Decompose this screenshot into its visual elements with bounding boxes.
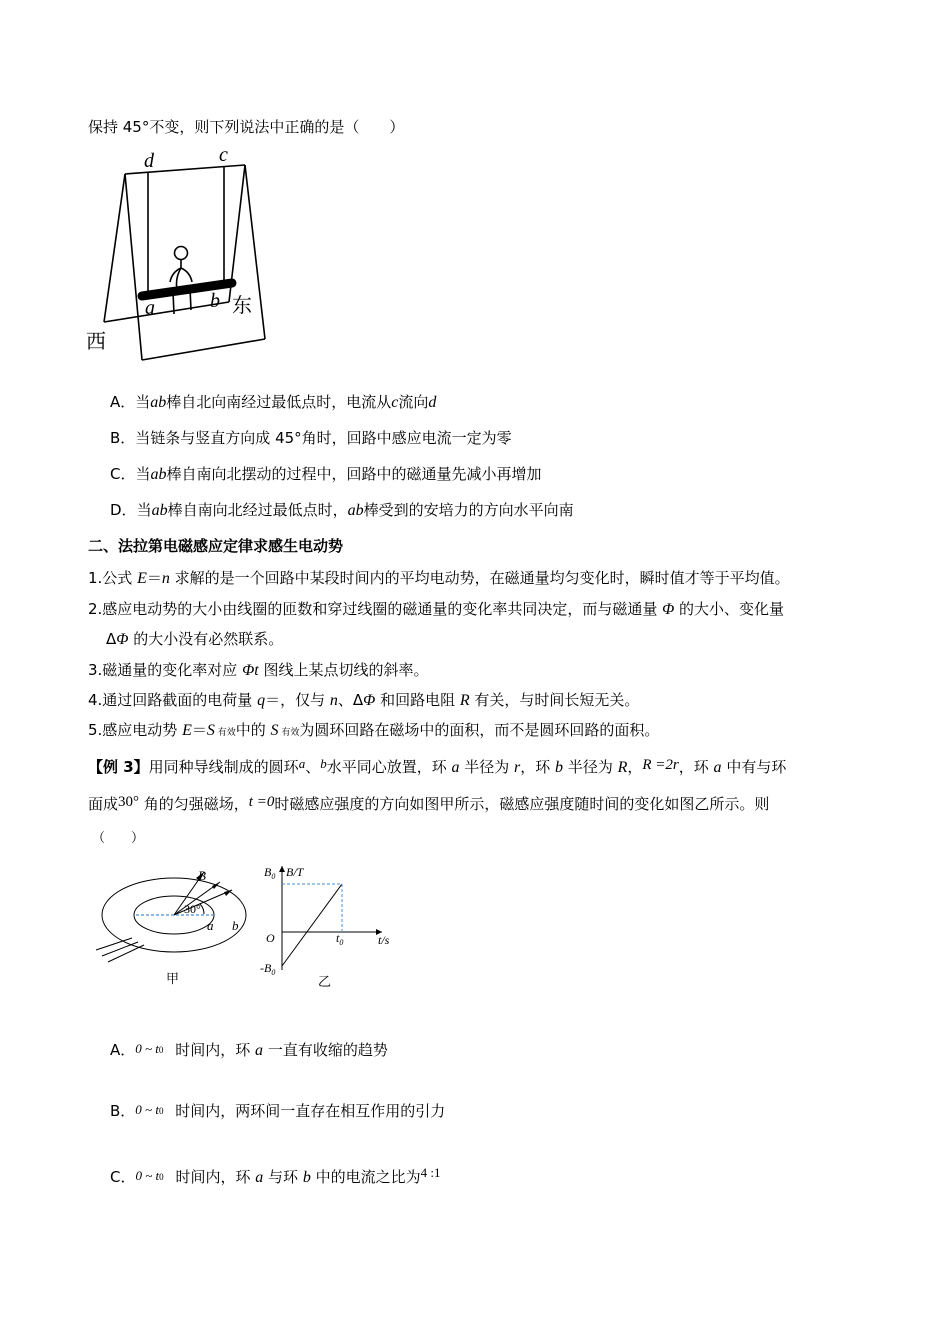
- svg-text:B/T: B/T: [286, 865, 304, 879]
- svg-text:t0: $t_0$: [336, 931, 344, 947]
- point-2-line-1: 2.感应电动势的大小由线圈的匝数和穿过线圈的磁通量的变化率共同决定，而与磁通量 Φ 的大小、变化量: [88, 600, 785, 618]
- option-c: C．当ab棒自南向北摆动的过程中，回路中的磁通量先减小再增加: [110, 465, 542, 483]
- section-title: 二、法拉第电磁感应定律求感生电动势: [88, 537, 344, 555]
- svg-text:O: O: [266, 931, 275, 945]
- svg-text:b: b: [232, 918, 239, 933]
- option-a: A．当ab棒自北向南经过最低点时，电流从c流向d: [110, 393, 437, 411]
- example-3-line-1: 【例 3】用同种导线制成的圆环a、b水平同心放置，环 a 半径为 r，环 b 半径为 R，R =2r，环 a 中有与环: [88, 756, 787, 776]
- label-d: d: [144, 150, 154, 172]
- point-1: 1.公式 E＝n 求解的是一个回路中某段时间内的平均电动势，在磁通量均匀变化时，瞬时值才等于平均值。: [88, 569, 790, 587]
- example-3-line-2: 面成30° 角的匀强磁场，t =0时磁感应强度的方向如图甲所示，磁感应强度随时间的变化如图乙所示。则: [88, 794, 770, 813]
- bt-graph: [256, 858, 406, 994]
- label-c: c: [219, 144, 228, 166]
- svg-text:B: B: [198, 868, 206, 883]
- svg-text:a: a: [207, 918, 214, 933]
- caption-yi: 乙: [318, 974, 332, 989]
- swing-figure: [82, 142, 282, 364]
- svg-text:-B0: $-B_0$: [260, 961, 276, 977]
- label-b: b: [210, 290, 220, 312]
- question-intro: 保持 45°不变，则下列说法中正确的是（ ）: [88, 118, 405, 136]
- point-5: 5.感应电动势 E＝S 有效中的 S 有效为圆环回路在磁场中的面积，而不是圆环回路的面积。: [88, 721, 660, 739]
- option-d: D．当ab棒自南向北经过最低点时，ab棒受到的安培力的方向水平向南: [110, 501, 574, 519]
- label-a: a: [145, 297, 155, 319]
- label-west: 西: [86, 331, 106, 353]
- point-4: 4.通过回路截面的电荷量 q＝，仅与 n、ΔΦ 和回路电阻 R 有关，与时间长短无关。: [88, 691, 640, 709]
- caption-jia: 甲: [166, 971, 180, 986]
- label-east: 东: [232, 295, 252, 317]
- ring-figure: [86, 862, 256, 994]
- svg-text:30°: 30°: [184, 902, 201, 916]
- svg-text:t/s: t/s: [378, 933, 390, 947]
- ex3-option-b: B． 0 ~ t0 时间内，两环间一直存在相互作用的引力: [110, 1102, 446, 1120]
- ex3-option-a: A． 0 ~ t0 时间内，环 a 一直有收缩的趋势: [110, 1041, 388, 1059]
- option-b: B．当链条与竖直方向成 45°角时，回路中感应电流一定为零: [110, 429, 512, 447]
- point-3: 3.磁通量的变化率对应 Φt 图线上某点切线的斜率。: [88, 661, 429, 679]
- point-2-line-2: ΔΦ 的大小没有必然联系。: [106, 630, 284, 648]
- answer-paren: （ ）: [92, 831, 145, 846]
- svg-text:B0: $B_0$: [264, 865, 276, 881]
- ex3-option-c: C． 0 ~ t0 时间内，环 a 与环 b 中的电流之比为4 :1: [110, 1165, 441, 1186]
